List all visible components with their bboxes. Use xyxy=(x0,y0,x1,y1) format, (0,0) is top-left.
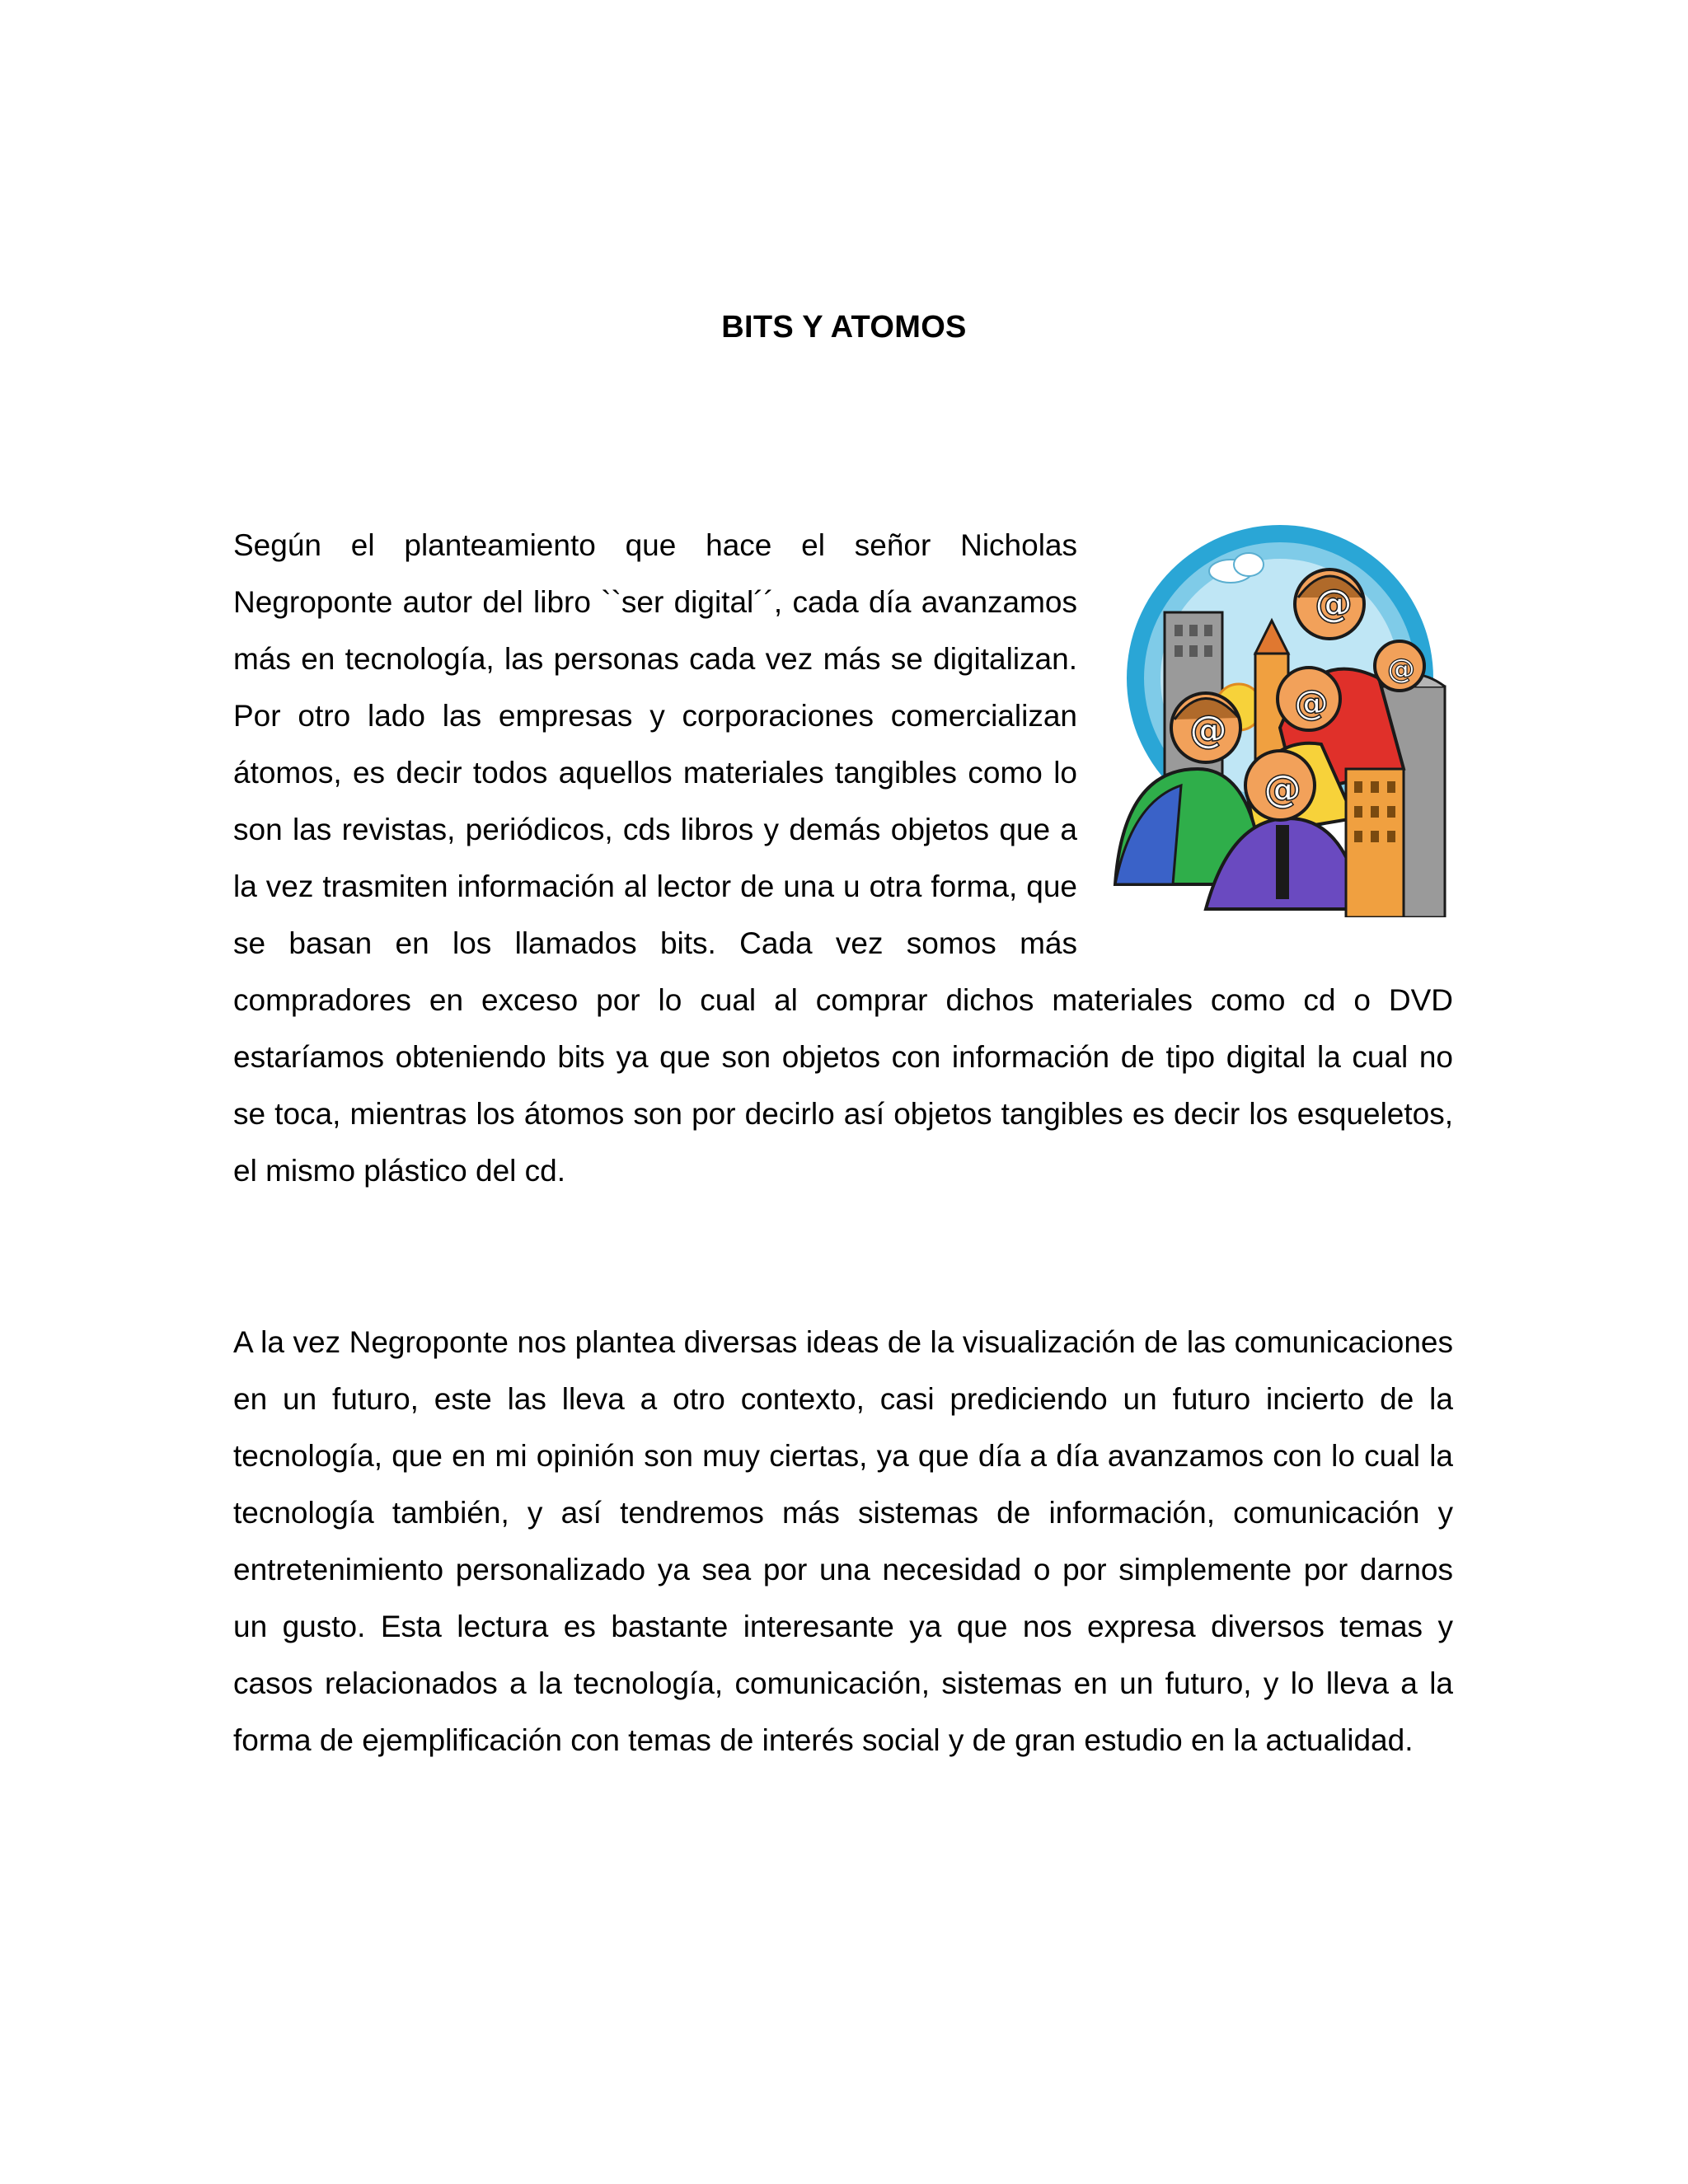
paragraph-1 xyxy=(233,517,1453,1199)
clipart-image xyxy=(1107,522,1453,917)
svg-text:@: @ xyxy=(1264,766,1301,811)
document-title: BITS Y ATOMOS xyxy=(721,310,967,344)
paragraph-1-text: Según el planteamiento que hace el señor Nicholas Negroponte autor del libro ``ser digital´´, cada día avanzamos más en tecnología, las personas cada vez más se digitalizan. Por otro lado las empresas y corporaciones comercializan átomos, es decir todos aquellos materiales tangibles como lo son las revistas, periódicos, cds libros y demás objetos que a la vez trasmiten información al lector de una u otra forma, que se basan en los llamados bits. Cada vez somos más compradores en exceso por lo cual al comprar dichos materiales como cd o DVD estaríamos obteniendo bits ya que son objetos con información de tipo digital la cual no se toca, mientras los átomos son por decirlo así objetos tangibles es decir los esqueletos, el mismo plástico del cd. xyxy=(233,528,1453,1188)
people-email-city-icon xyxy=(1107,522,1453,917)
svg-text:@: @ xyxy=(1387,653,1415,686)
svg-text:@: @ xyxy=(1189,707,1227,752)
paragraph-2: A la vez Negroponte nos plantea diversas ideas de la visualización de las comunicaciones en un futuro, este las lleva a otro contexto, casi prediciendo un futuro incierto de la tecnología, que en mi opinión son muy ciertas, ya que día a día avanzamos con lo cual la tecnología también, y así tendremos más sistemas de información, comunicación y entretenimiento personalizado ya sea por una necesidad o por simplemente por darnos un gusto. Esta lectura es bastante interesante ya que nos expresa diversos temas y casos relacionados a la tecnología, comunicación, sistemas en un futuro, y lo lleva a la forma de ejemplificación con temas de interés social y de gran estudio en la actualidad. xyxy=(233,1325,1453,1757)
svg-text:@: @ xyxy=(1315,581,1353,626)
svg-text:@: @ xyxy=(1294,682,1329,723)
